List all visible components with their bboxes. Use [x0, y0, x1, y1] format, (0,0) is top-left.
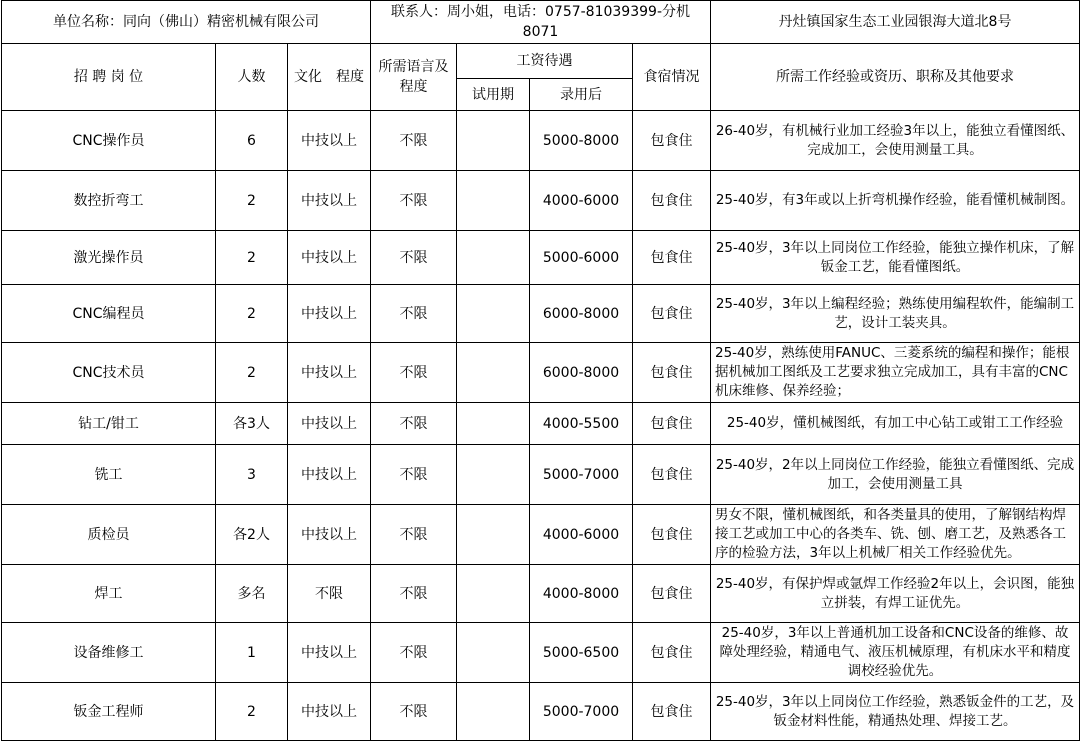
position-cell: 钻工/钳工 [2, 403, 216, 445]
header-requirements: 所需工作经验或资历、职称及其他要求 [711, 44, 1080, 111]
count-cell: 2 [216, 231, 288, 285]
position-cell: 焊工 [2, 565, 216, 623]
language-cell: 不限 [371, 231, 457, 285]
salary-cell: 5000-6000 [530, 231, 633, 285]
education-cell: 中技以上 [288, 505, 371, 565]
header-position: 招 聘 岗 位 [2, 44, 216, 111]
count-cell: 多名 [216, 565, 288, 623]
header-count: 人数 [216, 44, 288, 111]
probation-cell [457, 623, 530, 683]
header-education: 文化 程度 [288, 44, 371, 111]
language-cell: 不限 [371, 445, 457, 505]
requirements-cell: 25-40岁，懂机械图纸，有加工中心钻工或钳工工作经验 [711, 403, 1080, 445]
salary-cell: 4000-6000 [530, 505, 633, 565]
language-cell: 不限 [371, 343, 457, 403]
language-cell: 不限 [371, 623, 457, 683]
education-cell: 中技以上 [288, 403, 371, 445]
company-name: 单位名称：同向（佛山）精密机械有限公司 [2, 1, 371, 44]
salary-cell: 5000-6500 [530, 623, 633, 683]
education-cell: 中技以上 [288, 231, 371, 285]
board-cell: 包食住 [633, 343, 711, 403]
language-cell: 不限 [371, 171, 457, 231]
requirements-cell: 25-40岁，有3年或以上折弯机操作经验，能看懂机械制图。 [711, 171, 1080, 231]
probation-cell [457, 445, 530, 505]
education-cell: 中技以上 [288, 445, 371, 505]
requirements-cell: 25-40岁，熟练使用FANUC、三菱系统的编程和操作；能根据机械加工图纸及工艺要求独立完成加工，具有丰富的CNC机床维修、保养经验； [711, 343, 1080, 403]
language-cell: 不限 [371, 505, 457, 565]
language-cell: 不限 [371, 683, 457, 741]
education-cell: 不限 [288, 565, 371, 623]
position-cell: 激光操作员 [2, 231, 216, 285]
table-row [2, 285, 1080, 343]
count-cell: 各2人 [216, 505, 288, 565]
language-cell: 不限 [371, 403, 457, 445]
board-cell: 包食住 [633, 683, 711, 741]
position-cell: 质检员 [2, 505, 216, 565]
table-row [2, 623, 1080, 683]
requirements-cell: 25-40岁，2年以上同岗位工作经验，能独立看懂图纸、完成加工，会使用测量工具 [711, 445, 1080, 505]
language-cell: 不限 [371, 565, 457, 623]
language-cell: 不限 [371, 285, 457, 343]
salary-cell: 6000-8000 [530, 285, 633, 343]
board-cell: 包食住 [633, 285, 711, 343]
contact-info: 联系人：周小姐，电话：0757-81039399-分机8071 [371, 1, 711, 44]
probation-cell [457, 683, 530, 741]
probation-cell [457, 285, 530, 343]
probation-cell [457, 231, 530, 285]
education-cell: 中技以上 [288, 285, 371, 343]
probation-cell [457, 171, 530, 231]
table-row [2, 505, 1080, 565]
requirements-cell: 男女不限，懂机械图纸，和各类量具的使用，了解钢结构焊接工艺或加工中心的各类车、铣、刨、磨工艺，及熟悉各工序的检验方法，3年以上机械厂相关工作经验优先。 [711, 505, 1080, 565]
requirements-cell: 25-40岁，3年以上同岗位工作经验，能独立操作机床，了解钣金工艺，能看懂图纸。 [711, 231, 1080, 285]
board-cell: 包食住 [633, 565, 711, 623]
position-cell: 钣金工程师 [2, 683, 216, 741]
salary-cell: 6000-8000 [530, 343, 633, 403]
board-cell: 包食住 [633, 231, 711, 285]
board-cell: 包食住 [633, 445, 711, 505]
salary-cell: 5000-7000 [530, 445, 633, 505]
header-probation: 试用期 [457, 79, 530, 111]
education-cell: 中技以上 [288, 683, 371, 741]
table-row [2, 231, 1080, 285]
count-cell: 6 [216, 111, 288, 171]
position-cell: 设备维修工 [2, 623, 216, 683]
count-cell: 2 [216, 171, 288, 231]
table-row [2, 343, 1080, 403]
education-cell: 中技以上 [288, 343, 371, 403]
salary-cell: 4000-6000 [530, 171, 633, 231]
table-row [2, 403, 1080, 445]
header-salary: 工资待遇 [457, 44, 633, 79]
count-cell: 3 [216, 445, 288, 505]
board-cell: 包食住 [633, 171, 711, 231]
position-cell: 数控折弯工 [2, 171, 216, 231]
requirements-cell: 25-40岁，3年以上同岗位工作经验，熟悉钣金件的工艺，及钣金材料性能，精通热处理、焊接工艺。 [711, 683, 1080, 741]
language-cell: 不限 [371, 111, 457, 171]
probation-cell [457, 565, 530, 623]
salary-cell: 5000-8000 [530, 111, 633, 171]
header-regular: 录用后 [530, 79, 633, 111]
count-cell: 2 [216, 683, 288, 741]
count-cell: 2 [216, 285, 288, 343]
board-cell: 包食住 [633, 623, 711, 683]
education-cell: 中技以上 [288, 111, 371, 171]
board-cell: 包食住 [633, 403, 711, 445]
position-cell: 铣工 [2, 445, 216, 505]
count-cell: 2 [216, 343, 288, 403]
position-cell: CNC技术员 [2, 343, 216, 403]
recruitment-table [1, 0, 1080, 741]
position-cell: CNC编程员 [2, 285, 216, 343]
table-row [2, 111, 1080, 171]
probation-cell [457, 111, 530, 171]
requirements-cell: 25-40岁，有保护焊或氩焊工作经验2年以上，会识图，能独立拼装，有焊工证优先。 [711, 565, 1080, 623]
salary-cell: 5000-7000 [530, 683, 633, 741]
probation-cell [457, 343, 530, 403]
probation-cell [457, 505, 530, 565]
table-row [2, 683, 1080, 741]
header-row [2, 44, 1080, 79]
probation-cell [457, 403, 530, 445]
company-address: 丹灶镇国家生态工业园银海大道北8号 [711, 1, 1080, 44]
requirements-cell: 25-40岁，3年以上编程经验；熟练使用编程软件，能编制工艺，设计工装夹具。 [711, 285, 1080, 343]
salary-cell: 4000-5500 [530, 403, 633, 445]
education-cell: 中技以上 [288, 171, 371, 231]
company-info-row [2, 1, 1080, 44]
table-row [2, 171, 1080, 231]
table-row [2, 445, 1080, 505]
table-row [2, 565, 1080, 623]
salary-cell: 4000-8000 [530, 565, 633, 623]
requirements-cell: 25-40岁，3年以上普通机加工设备和CNC设备的维修、故障处理经验，精通电气、液压机械原理，有机床水平和精度调校经验优先。 [711, 623, 1080, 683]
education-cell: 中技以上 [288, 623, 371, 683]
header-language: 所需语言及程度 [371, 44, 457, 111]
board-cell: 包食住 [633, 505, 711, 565]
count-cell: 各3人 [216, 403, 288, 445]
board-cell: 包食住 [633, 111, 711, 171]
requirements-cell: 26-40岁，有机械行业加工经验3年以上，能独立看懂图纸、完成加工，会使用测量工具。 [711, 111, 1080, 171]
position-cell: CNC操作员 [2, 111, 216, 171]
count-cell: 1 [216, 623, 288, 683]
header-board: 食宿情况 [633, 44, 711, 111]
